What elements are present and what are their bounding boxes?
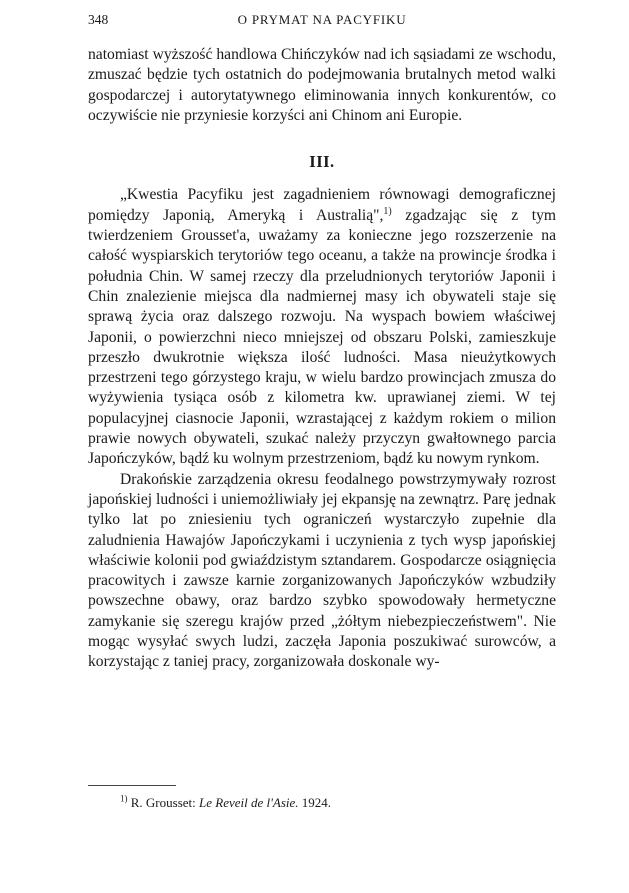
footnote	[120, 794, 331, 811]
footnote-year: 1924.	[298, 795, 332, 810]
running-title: O PRYMAT NA PACYFIKU	[237, 12, 407, 27]
paragraph-quote	[88, 185, 556, 469]
footnote-reference: 1)	[383, 205, 392, 217]
footnote-author: R. Grousset:	[130, 795, 199, 810]
paragraph-continued: natomiast wyższość handlowa Chińczyków nad ich sąsiadami ze wschodu, zmuszać będzie tych ostatnich do podejmowania brutalnych metod walki gospodarczej i autorytatywnego eliminowania innych konkurentów, co oczywiście nie przyniesie korzyści ani Chinom ani Europie.	[88, 46, 556, 124]
page-body	[88, 45, 556, 673]
paragraph-draconian: Drakońskie zarządzenia okresu feodalnego powstrzymywały rozrost japońskiej ludności i uniemożliwiały jej ekpansję na zewnątrz. Parę jednak tylko lat po zniesieniu tych ograniczeń wystarczyło zupełnie dla zaludnienia Hawajów Japończykami i uczynienia z tych wysp japońskiej właściwie kolonii pod gwiaździstym sztandarem. Gospodarcze osiągnięcia pracowitych i zawsze karnie zorganizowanych Japończyków wzbudziły powszechne obawy, oraz bardzo szybko spowodowały hermetyczne zamykanie się szeregu krajów przed „żółtym niebezpieczeństwem". Nie mogąc wysyłać swych ludzi, zaczęła Japonia poszukiwać surowców, a korzystając z taniej pracy, zorganizowała doskonale wy-	[88, 470, 556, 671]
footnote-title: Le Reveil de l'Asie.	[199, 795, 299, 810]
page-header	[88, 12, 556, 32]
section-heading: III.	[309, 152, 335, 172]
footnote-marker: 1)	[120, 793, 128, 804]
page-number: 348	[88, 12, 109, 27]
footnote-divider	[88, 785, 176, 786]
paragraph-text: zgadzając się z tym twierdzeniem Grousset'a, uważamy za konieczne jego rozszerzenie na całość wyspiarskich terytoriów tego oceanu, a także na prowincje środka i południa Chin. W samej rzeczy dla przeludnionych terytoriów Japonii i Chin znalezienie miejsca dla nadmiernej masy ich obywateli staje się sprawą życia oraz dalszego rozwoju. Na wyspach bowiem właściwej Japonii, o powierzchni nieco mniejszej od obszaru Polski, zamieszkuje przeszło dwukrotnie większa ilość ludności. Masa nieużytkowych przestrzeni tego górzystego kraju, w wielu bardzo prowincjach zmusza do wyżywienia tysiąca osób z kilometra kw. uprawianej ziemi. W tej populacyjnej ciasnocie Japonii, wzrastającej z każdym rokiem o milion prawie nowych obywateli, szukać należy przyczyn gwałtownego parcia Japończyków, bądź ku wolnym przestrzeniom, bądź ku nowym rynkom.	[88, 206, 556, 468]
quote-text: „Kwestia Pacyfiku jest zagadnieniem równowagi demograficznej pomiędzy Japonią, Ameryką i Australią",	[88, 186, 556, 224]
